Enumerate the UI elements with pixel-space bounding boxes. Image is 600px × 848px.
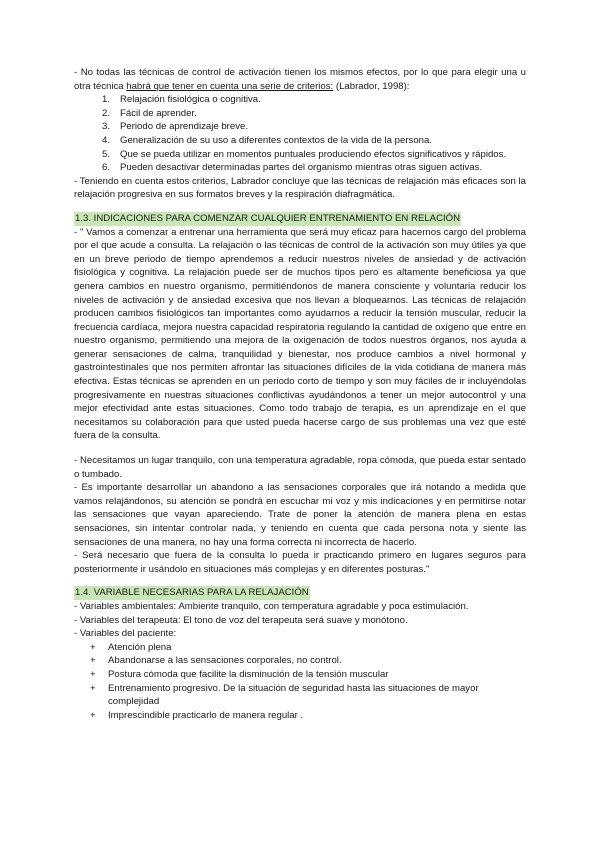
list-item: 5. Que se pueda utilizar en momentos puntuales produciendo efectos significativos y rápidos. bbox=[101, 148, 507, 160]
quote-paragraph: - " Vamos a comenzar a entrenar una herramienta que será muy eficaz para hacernos cargo del problema por el que acude a consulta. La relajación o las técnicas de control de la activación son muy útiles ya que en un breve periodo de tiempo aprendemos a reducir nuestros niveles de ansiedad y de activación fisiológica y cognitiva. La relajación puede ser de muchos tipos pero es altamente beneficiosa ya que genera cambios en nuestro organismo, permitiéndonos de manera consciente y voluntaria reducir los niveles de activación y de ansiedad excesiva que nos llevan a bloquearnos. Las técnicas de relajación producen cambios fisiológicos tan importantes como ayudarnos a reducir la tensión muscular, reducir la frecuencia cardíaca, mejora nuestra capacidad respiratoria regulando la cantidad de oxígeno que entre en nuestro organismo, permitiendo una mejora de la oxigenación de todos nuestros órganos, nos ayuda a generar sensaciones de calma, tranquilidad y bienestar, nos produce cambios a nivel hormonal y gastrointestinales que nos permiten afrontar las situaciones difíciles de la vida cotidiana de manera más efectiva. Estas técnicas se aprenden en un periodo corto de tiempo y son muy fáciles de ir incluyéndolas progresivamente en nuestras situaciones conflictivas ayudándonos a tener un mejor autocontrol y una mejor efectividad ante estas situaciones. Como todo trabajo de terapia, es un aprendizaje en el que necesitamos su colaboración para que usted pueda hacerse cargo de sus problemas una vez que esté fuera de la consulta. bbox=[74, 226, 526, 442]
list-item: + Postura cómoda que facilite la disminución de la tensión muscular bbox=[90, 668, 389, 680]
list-item: + Abandonarse a las sensaciones corporales, no control. bbox=[90, 655, 342, 667]
patient-variables-list bbox=[74, 641, 526, 723]
variables-patient: - Variables del paciente: bbox=[74, 628, 177, 640]
intro-underlined: habrá que tener en cuenta una serie de criterios: bbox=[126, 80, 334, 92]
paragraph-practice: - Será necesario que fuera de la consulta lo pueda ir practicando primero en lugares seguros para posteriormente ir usándolo en situaciones más complejas y en diferentes posturas." bbox=[74, 550, 526, 575]
spacer bbox=[74, 443, 526, 454]
variables-therapist: - Variables del terapeuta: El tono de voz del terapeuta será suave y monótono. bbox=[74, 614, 408, 626]
conclusion-paragraph: - Teniendo en cuenta estos criterios, Labrador concluye que las técnicas de relajación más eficaces son la relajación progresiva en sus formatos breves y la respiración diafragmática. bbox=[74, 175, 526, 201]
list-item: 1. Relajación fisiológica o cognitiva. bbox=[101, 94, 261, 106]
paragraph-place: - Necesitamos un lugar tranquilo, con una temperatura agradable, ropa cómoda, que pueda estar sentado o tumbado. bbox=[74, 455, 526, 480]
criteria-list bbox=[74, 93, 526, 175]
list-item: 6. Pueden desactivar determinadas partes del organismo mientras otras siguen activas. bbox=[101, 162, 483, 174]
section-heading-1-4: 1.4. VARIABLE NECESARIAS PARA LA RELAJACIÓN bbox=[75, 587, 309, 599]
paragraph-abandon: - Es importante desarrollar un abandono a las sensaciones corporales que irá notando a medida que vamos relajándonos, su atención se pondrá en escuchar mi voz y mis indicaciones y en permitirse notar las sensaciones que vayan apareciendo. Trate de poner la atención de manera plena en estas sensaciones, sin intentar controlar nada, y teniendo en cuenta que cada persona nota y siente las sensaciones de una manera, no hay una forma correcta ni incorrecta de hacerlo. bbox=[74, 482, 526, 548]
list-item: + Entrenamiento progresivo. De la situación de seguridad hasta las situaciones de mayor complejidad bbox=[90, 682, 479, 708]
list-item: 3. Periodo de aprendizaje breve. bbox=[101, 121, 249, 133]
intro-paragraph bbox=[74, 66, 526, 93]
section-heading-1-3: 1.3. INDICACIONES PARA COMENZAR CUALQUIER ENTRENAMIENTO EN RELACIÓN bbox=[75, 212, 461, 224]
document-page bbox=[74, 66, 526, 722]
list-item: + Imprescindible practicarlo de manera regular . bbox=[90, 709, 304, 721]
intro-citation: (Labrador, 1998): bbox=[333, 80, 410, 92]
list-item: + Atención plena bbox=[90, 641, 172, 653]
variables-ambient: - Variables ambientales: Ambiente tranquilo, con temperatura agradable y poca estimulación. bbox=[74, 600, 469, 612]
intro-text: - No todas las técnicas de control de activación tienen los mismos efectos, por lo que para elegir una u otra técnica bbox=[74, 67, 526, 92]
list-item: 4. Generalización de su uso a diferentes contextos de la vida de la persona. bbox=[101, 134, 432, 146]
list-item: 2. Fácil de aprender. bbox=[101, 107, 197, 119]
